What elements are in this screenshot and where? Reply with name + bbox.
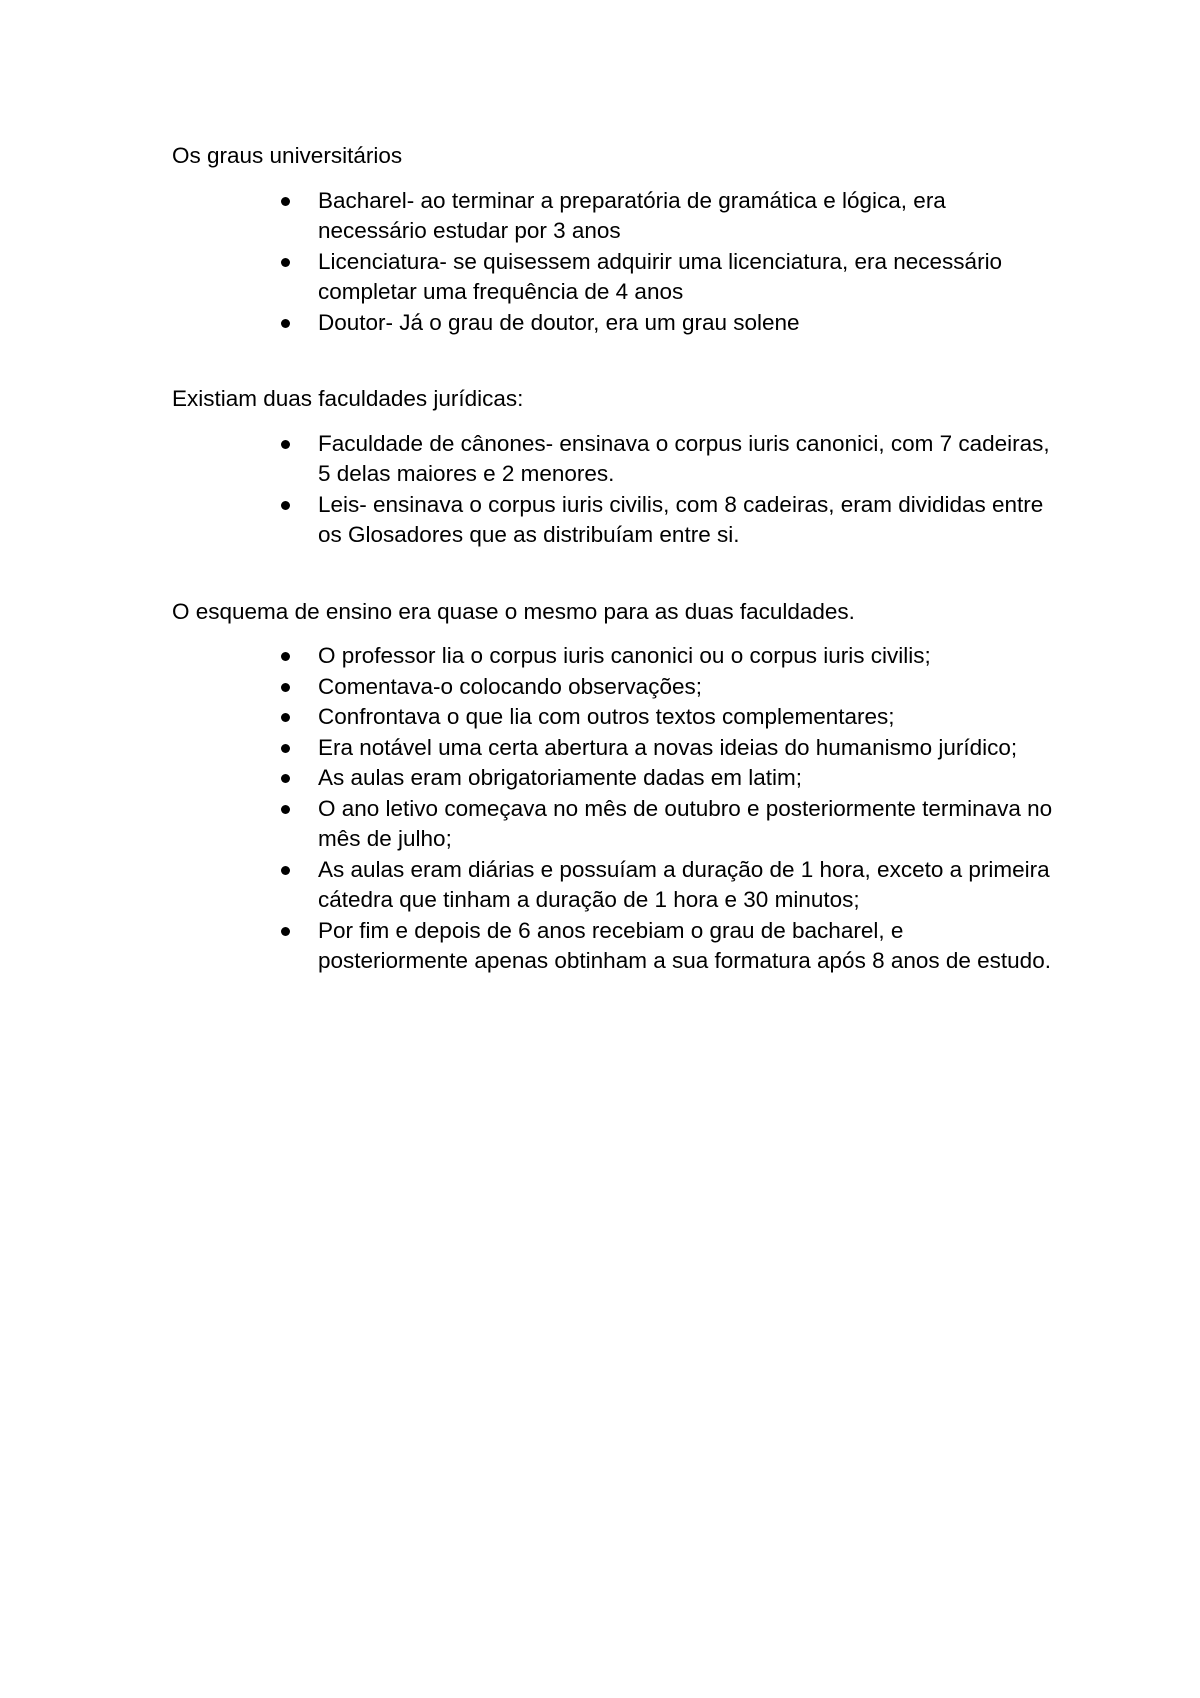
section-heading: Existiam duas faculdades jurídicas: [172, 386, 524, 411]
bullet-icon [281, 927, 290, 936]
list-item [172, 763, 1055, 794]
bullet-icon [281, 774, 290, 783]
list-item [172, 641, 1055, 672]
section-esquema-de-ensino [172, 597, 1052, 977]
section-spacer [172, 551, 1052, 597]
section-heading: Os graus universitários [172, 143, 403, 168]
bullet-icon [281, 652, 290, 661]
bullet-icon [281, 744, 290, 753]
section-graus-universitarios [172, 141, 1052, 338]
bullet-list [172, 429, 1052, 551]
bullet-icon [281, 501, 290, 510]
list-item [172, 429, 1055, 490]
list-item [172, 794, 1055, 855]
list-item [172, 186, 1055, 247]
section-heading: O esquema de ensino era quase o mesmo para as duas faculdades. [172, 598, 855, 624]
bullet-icon [281, 683, 290, 692]
bullet-icon [281, 197, 290, 206]
list-item [172, 916, 1055, 977]
list-item [172, 308, 1055, 339]
section-faculdades-juridicas [172, 384, 1052, 551]
bullet-icon [281, 440, 290, 449]
list-item-text: Doutor- Já o grau de doutor, era um grau solene [318, 309, 800, 335]
list-item-text: O ano letivo começava no mês de outubro e posteriormente terminava no mês de julho; [318, 795, 1053, 851]
list-item [172, 672, 1055, 703]
section-spacer [172, 338, 1052, 384]
list-item-text: Licenciatura- se quisessem adquirir uma licenciatura, era necessário completar uma frequência de 4 anos [318, 248, 1003, 304]
list-item-text: As aulas eram diárias e possuíam a duração de 1 hora, exceto a primeira cátedra que tinham a duração de 1 hora e 30 minutos; [318, 856, 1050, 912]
list-item-text: Por fim e depois de 6 anos recebiam o grau de bacharel, e posteriormente apenas obtinham a sua formatura após 8 anos de estudo. [318, 917, 1051, 973]
bullet-list [172, 641, 1052, 977]
list-item [172, 490, 1055, 551]
list-item-text: Faculdade de cânones- ensinava o corpus iuris canonici, com 7 cadeiras, 5 delas maiores e 2 menores. [318, 430, 1050, 486]
list-item-text: As aulas eram obrigatoriamente dadas em latim; [318, 765, 802, 790]
bullet-icon [281, 258, 290, 267]
list-item-text: Confrontava o que lia com outros textos complementares; [318, 704, 895, 729]
list-item-text: Leis- ensinava o corpus iuris civilis, com 8 cadeiras, eram divididas entre os Glosadores que as distribuíam entre si. [318, 491, 1044, 547]
bullet-icon [281, 713, 290, 722]
list-item [172, 855, 1055, 916]
list-item-text: Era notável uma certa abertura a novas ideias do humanismo jurídico; [318, 734, 1018, 760]
list-item-text: Bacharel- ao terminar a preparatória de gramática e lógica, era necessário estudar por 3 anos [318, 187, 946, 243]
bullet-icon [281, 319, 290, 328]
list-item [172, 247, 1055, 308]
list-item [172, 702, 1055, 733]
bullet-list [172, 186, 1052, 339]
bullet-icon [281, 866, 290, 875]
list-item-text: O professor lia o corpus iuris canonici ou o corpus iuris civilis; [318, 643, 931, 668]
list-item [172, 733, 1055, 764]
document-body [172, 141, 1052, 977]
list-item-text: Comentava-o colocando observações; [318, 673, 702, 699]
bullet-icon [281, 805, 290, 814]
